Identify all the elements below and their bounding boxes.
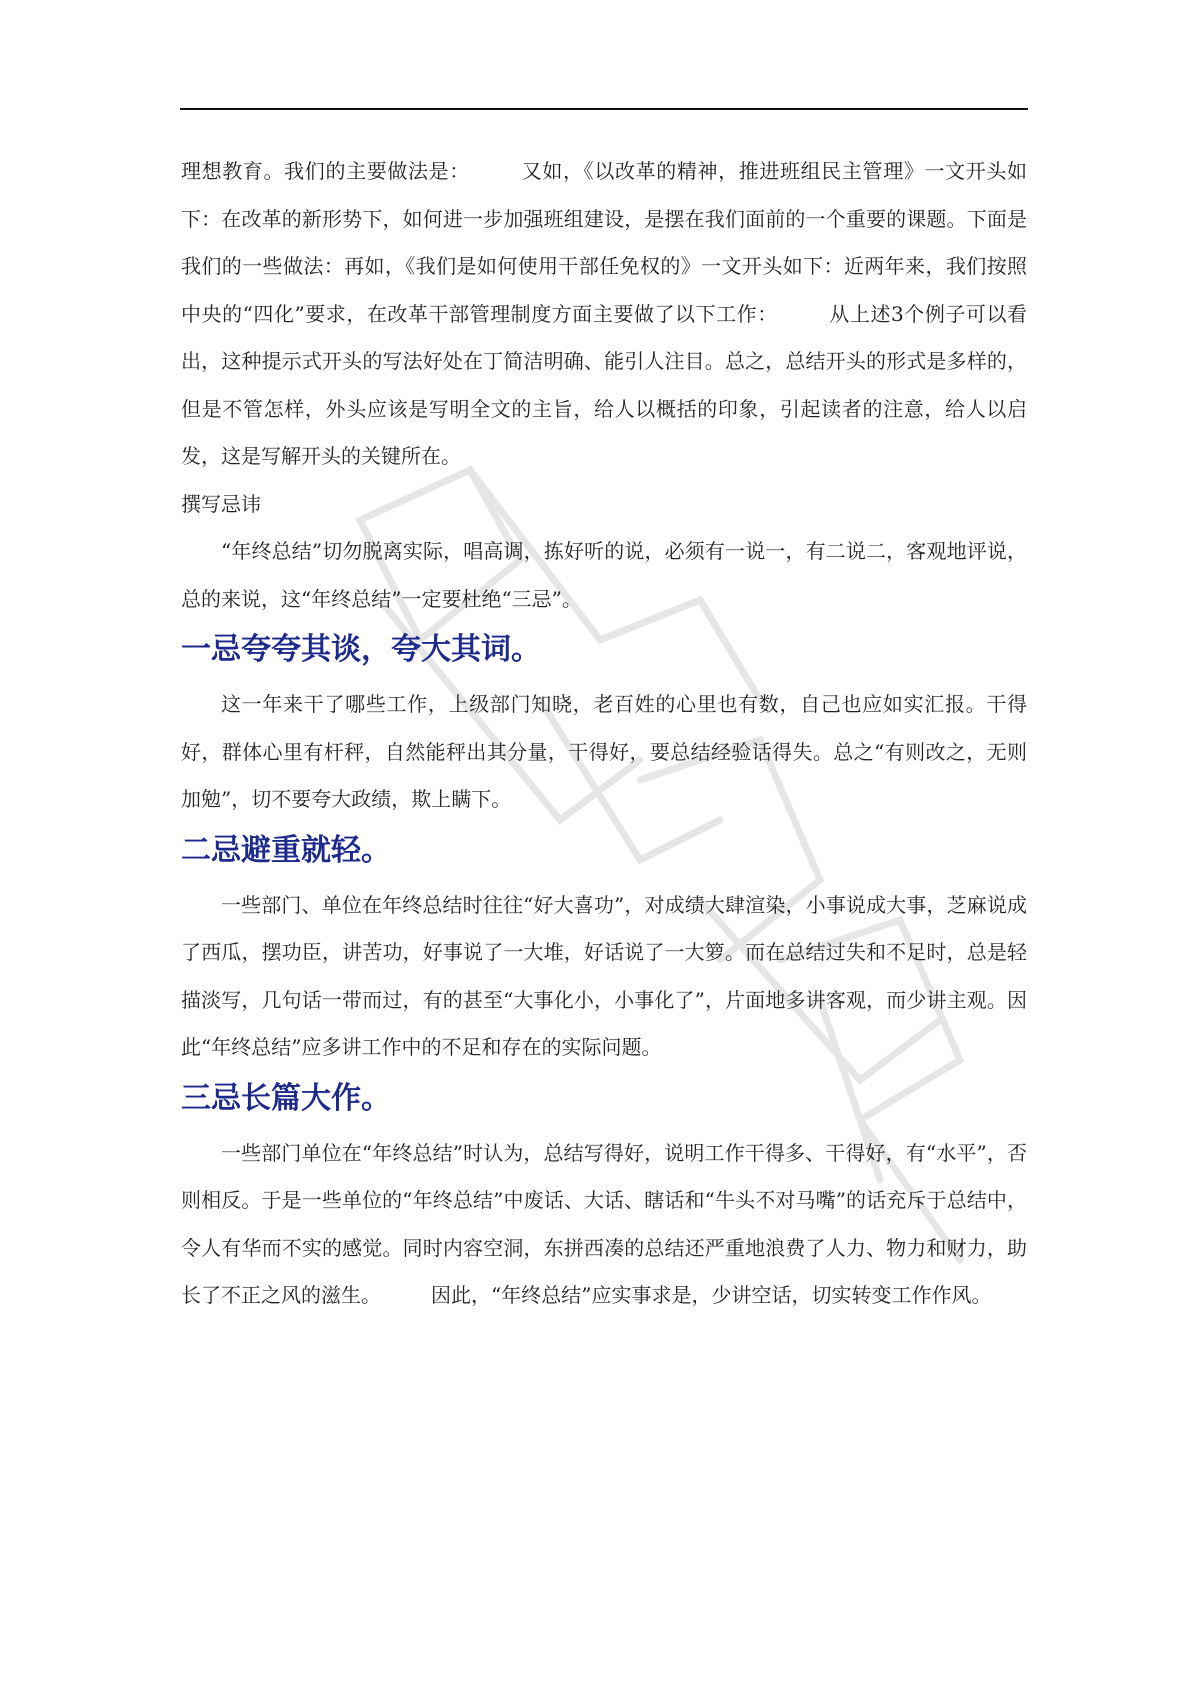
header-rule	[180, 108, 1028, 110]
section-body-2: 一些部门、单位在年终总结时往往“好大喜功”，对成绩大肆渲染，小事说成大事，芝麻说成了西瓜，摆功臣，讲苦功，好事说了一大堆，好话说了一大箩。而在总结过失和不足时，总是轻描淡写，几句话一带而过，有的甚至“大事化小，小事化了”，片面地多讲客观，而少讲主观。因此“年终总结”应多讲工作中的不足和存在的实际问题。	[181, 892, 1027, 1059]
section-heading-3: 三忌长篇大作。	[181, 1080, 391, 1116]
paragraph-taboos-intro: “年终总结”切勿脱离实际，唱高调，拣好听的说，必须有一说一，有二说二，客观地评说，总的来说，这“年终总结”一定要杜绝“三忌”。	[181, 539, 1027, 611]
paragraph-intro: 理想教育。我们的主要做法是： 又如，《以改革的精神，推进班组民主管理》一文开头如下：在改革的新形势下，如何进一步加强班组建设，是摆在我们面前的一个重要的课题。下面是我们的一些做法：再如，《我们是如何使用干部任免权的》一文开头如下：近两年来，我们按照中央的“四化”要求，在改革干部管理制度方面主要做了以下工作： 从上述3个例子可以看出，这种提示式开头的写法好处在丁简洁明确、能引人注目。总之，总结开头的形式是多样的，但是不管怎样，外头应该是写明全文的主旨，给人以概括的印象，引起读者的注意，给人以启发，这是写解开头的关键所在。	[181, 159, 1027, 468]
section-heading-2: 二忌避重就轻。	[181, 832, 391, 868]
subheading-writing-taboos: 撰写忌讳	[181, 491, 261, 516]
section-body-1: 这一年来干了哪些工作，上级部门知晓，老百姓的心里也有数，自己也应如实汇报。干得好，群体心里有杆秤，自然能秤出其分量，干得好，要总结经验话得失。总之“有则改之，无则加勉”，切不要夸大政绩，欺上瞒下。	[181, 692, 1027, 811]
section-heading-1: 一忌夸夸其谈，夸大其词。	[181, 632, 541, 667]
section-body-3: 一些部门单位在“年终总结”时认为，总结写得好，说明工作干得多、干得好，有“水平”，否则相反。于是一些单位的“年终总结”中废话、大话、瞎话和“牛头不对马嘴”的话充斥于总结中，令人有华而不实的感觉。同时内容空洞，东拼西凑的总结还严重地浪费了人力、物力和财力，助长了不正之风的滋生。 因此，“年终总结”应实事求是，少讲空话，切实转变工作作风。	[181, 1140, 1027, 1307]
document-body	[181, 148, 1027, 1320]
